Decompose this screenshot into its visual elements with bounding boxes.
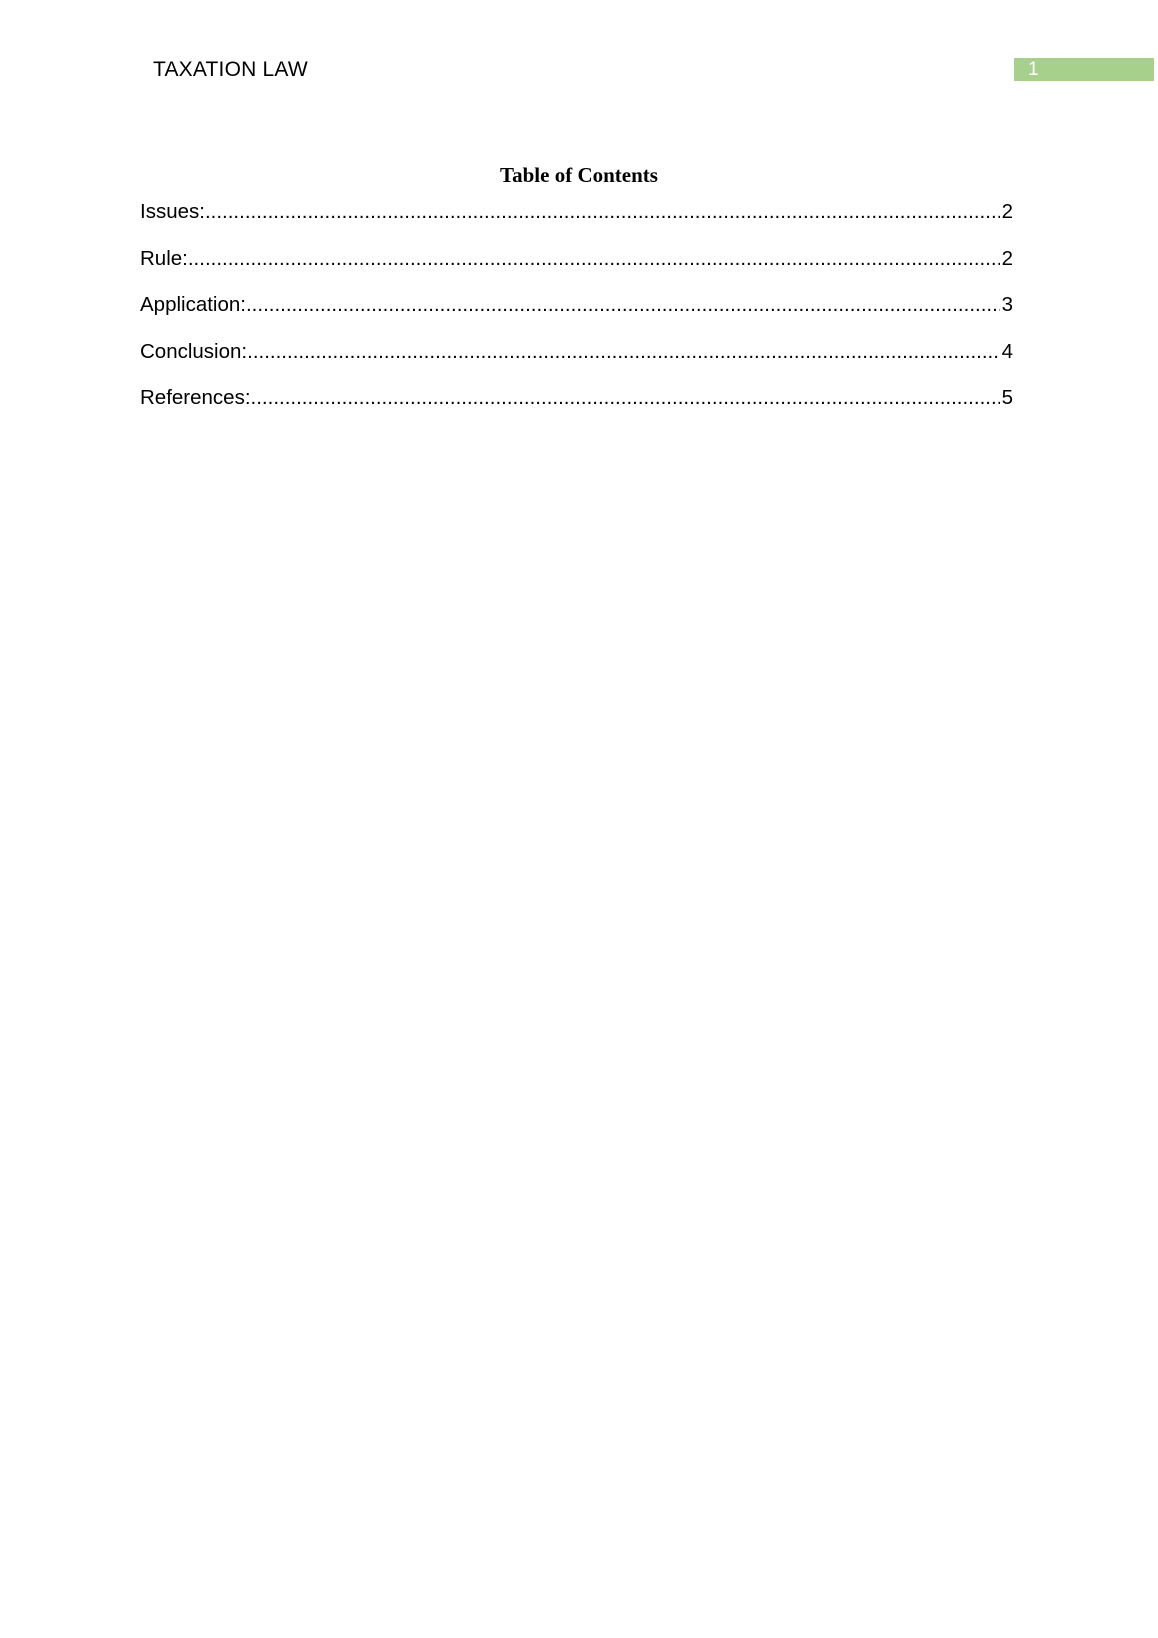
running-header-title: TAXATION LAW xyxy=(153,58,308,81)
toc-entry-rule[interactable] xyxy=(140,246,1013,293)
toc-entry-page: 4 xyxy=(1001,339,1013,363)
toc-dot-leader xyxy=(188,246,1000,272)
page-number-badge xyxy=(1014,58,1154,81)
toc-entry-page: 2 xyxy=(1001,246,1013,270)
toc-entry-label: Conclusion: xyxy=(140,339,248,363)
toc-entry-conclusion[interactable] xyxy=(140,339,1013,386)
toc-entry-label: References: xyxy=(140,386,251,409)
toc-entry-label: Application: xyxy=(140,293,246,316)
toc-dot-leader xyxy=(205,199,1000,225)
toc-dot-leader xyxy=(247,339,999,365)
toc-entry-page: 2 xyxy=(1001,200,1013,223)
toc-dot-leader xyxy=(246,292,1000,318)
page-number: 1 xyxy=(1028,59,1039,80)
toc-entry-references[interactable] xyxy=(140,385,1013,432)
table-of-contents xyxy=(140,199,1013,432)
toc-entry-label: Issues: xyxy=(140,200,205,223)
toc-entry-label: Rule: xyxy=(140,246,188,270)
toc-heading: Table of Contents xyxy=(500,163,658,187)
toc-entry-application[interactable] xyxy=(140,292,1013,339)
toc-entry-issues[interactable] xyxy=(140,199,1013,246)
toc-dot-leader xyxy=(251,385,1000,411)
toc-entry-page: 5 xyxy=(1001,386,1013,409)
toc-entry-page: 3 xyxy=(1001,293,1013,316)
